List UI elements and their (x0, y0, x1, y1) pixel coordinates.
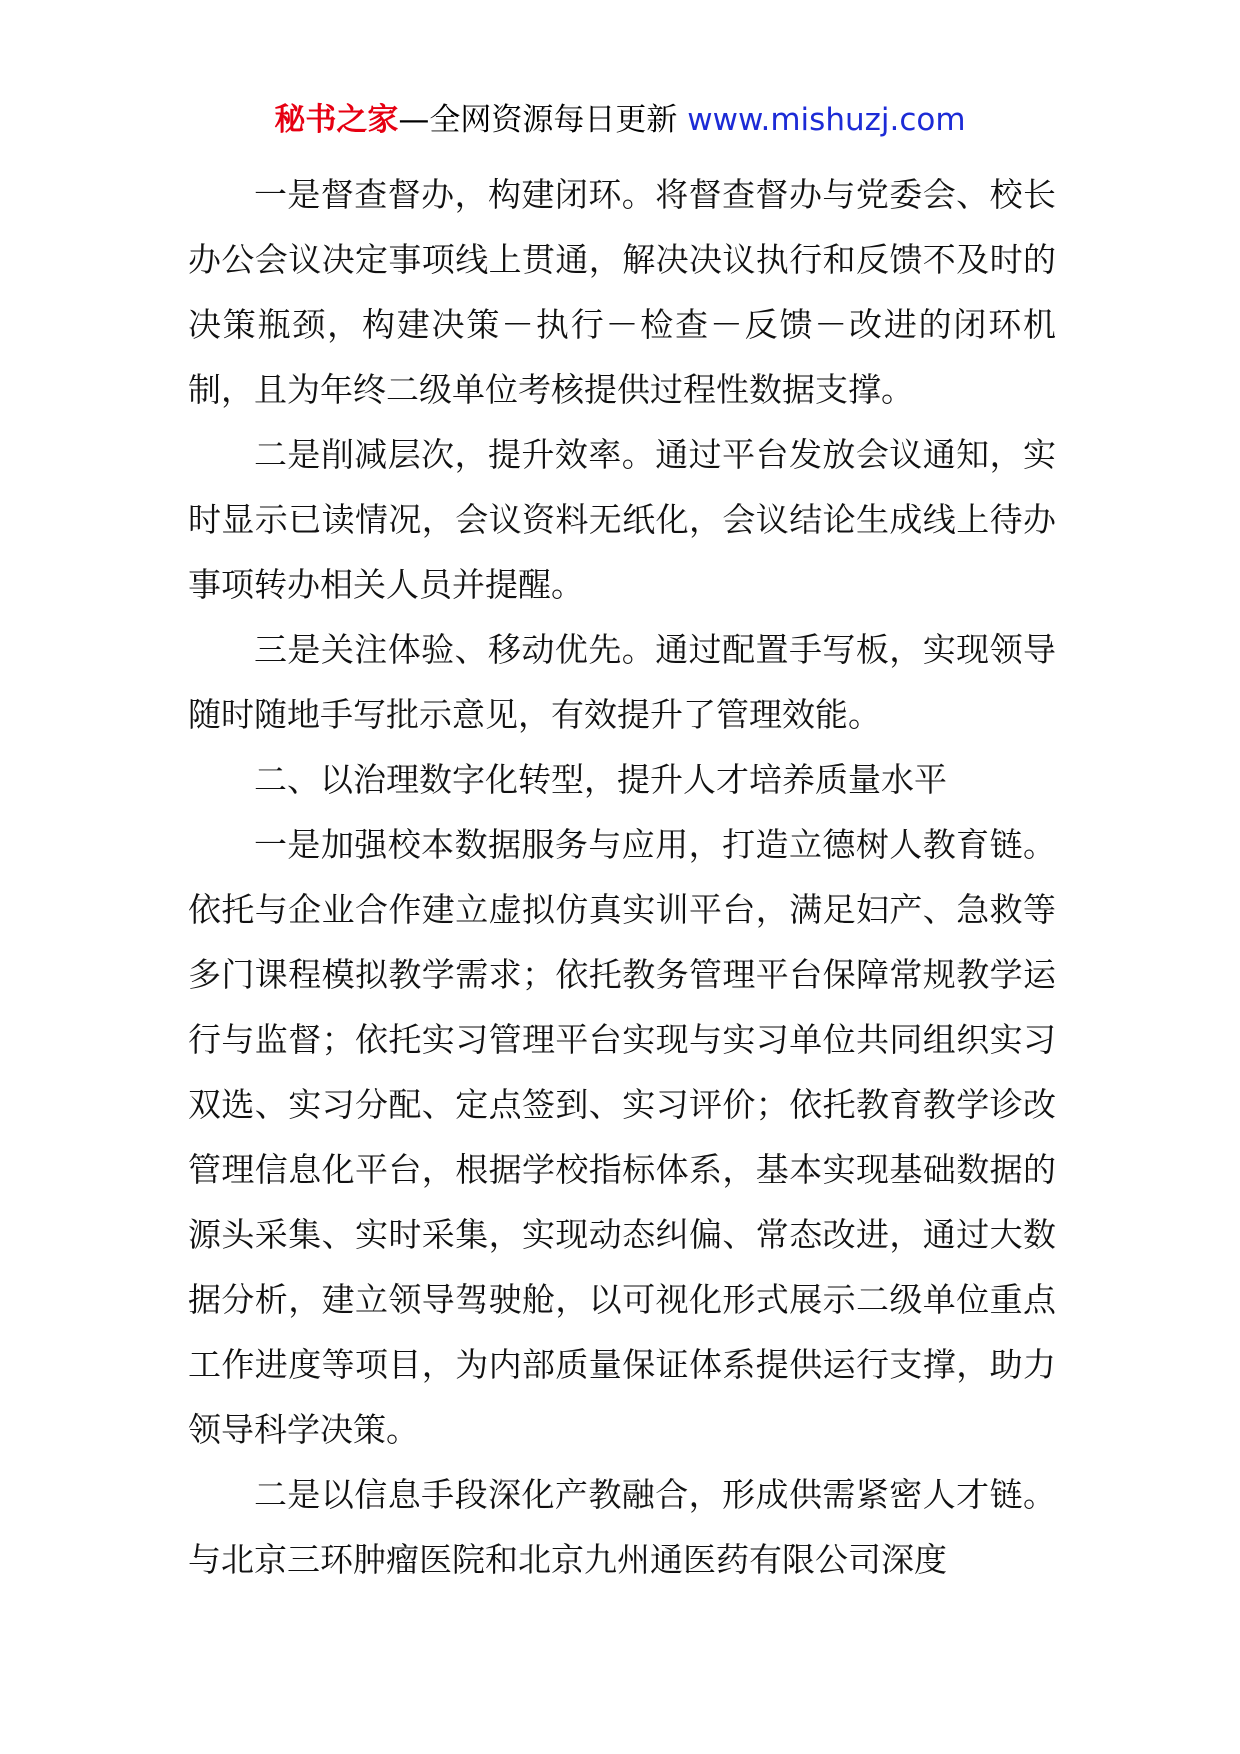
paragraph-data-services: 一是加强校本数据服务与应用，打造立德树人教育链。依托与企业合作建立虚拟仿真实训平台，满足妇产、急救等多门课程模拟教学需求；依托教务管理平台保障常规教学运行与监督；依托实习管理平台实现与实习单位共同组织实习双选、实习分配、定点签到、实习评价；依托教育教学诊改管理信息化平台，根据学校指标体系，基本实现基础数据的源头采集、实时采集，实现动态纠偏、常态改进，通过大数据分析，建立领导驾驶舱，以可视化形式展示二级单位重点工作进度等项目，为内部质量保证体系提供运行支撑，助力领导科学决策。 (188, 825, 1056, 1449)
header-url-link[interactable]: www.mishuzj.com (687, 102, 966, 138)
document-body (188, 162, 1056, 1592)
page-header (0, 98, 1240, 142)
paragraph-efficiency: 二是削减层次，提升效率。通过平台发放会议通知，实时显示已读情况，会议资料无纸化，会议结论生成线上待办事项转办相关人员并提醒。 (188, 435, 1056, 604)
paragraph-industry-education: 二是以信息手段深化产教融合，形成供需紧密人才链。与北京三环肿瘤医院和北京九州通医药有限公司深度 (188, 1475, 1056, 1579)
header-tagline: —全网资源每日更新 (398, 102, 688, 138)
paragraph-mobile-first: 三是关注体验、移动优先。通过配置手写板，实现领导随时随地手写批示意见，有效提升了管理效能。 (188, 630, 1056, 734)
paragraph-supervision: 一是督查督办，构建闭环。将督查督办与党委会、校长办公会议决定事项线上贯通，解决决议执行和反馈不及时的决策瓶颈，构建决策－执行－检查－反馈－改进的闭环机制，且为年终二级单位考核提供过程性数据支撑。 (188, 175, 1056, 409)
brand-name: 秘书之家 (274, 102, 399, 138)
section-heading: 二、以治理数字化转型，提升人才培养质量水平 (254, 760, 947, 799)
